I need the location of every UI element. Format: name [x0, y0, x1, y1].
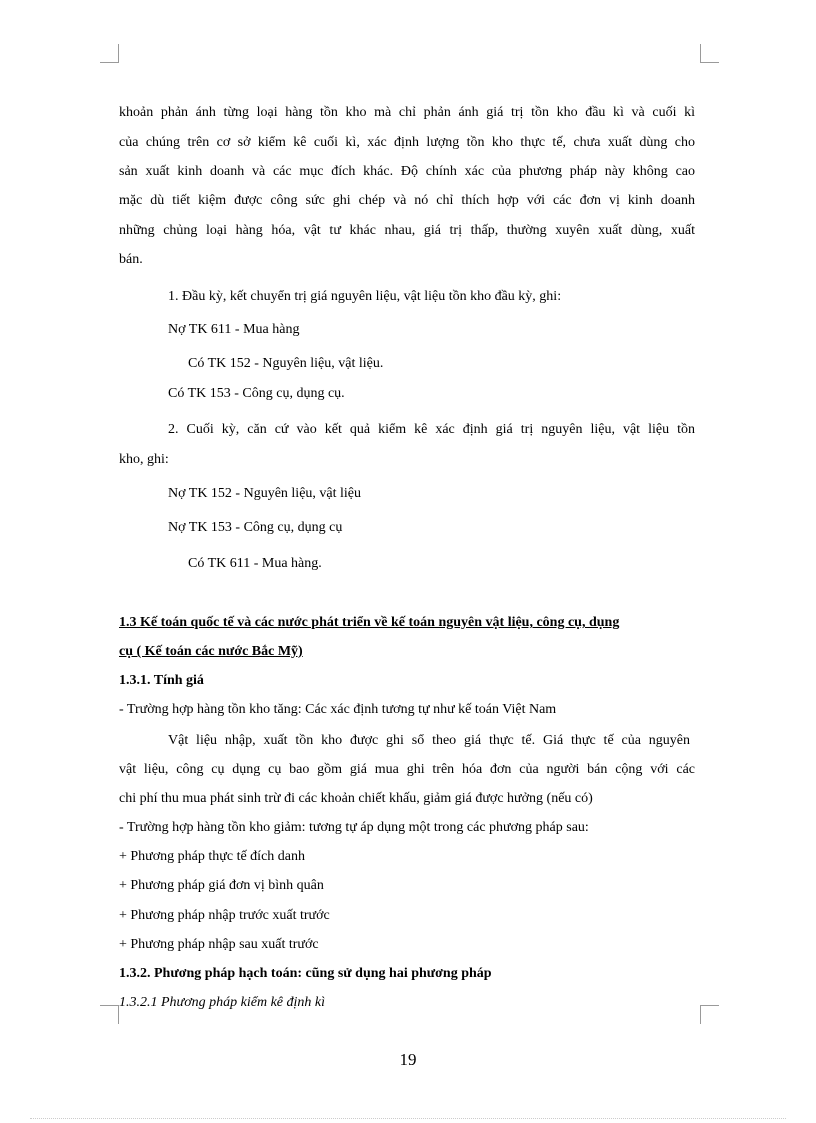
crop-mark-bottom-left: [100, 1005, 119, 1024]
body-line: mặc dù tiết kiệm được công sức ghi chép và nó chỉ thích hợp với các đơn vị kinh doanh: [119, 193, 695, 208]
page-number: 19: [399, 1050, 417, 1069]
entry-step-2-cont: kho, ghi:: [119, 452, 169, 467]
list-item: + Phương pháp thực tế đích danh: [119, 849, 305, 864]
entry-step-2: 2. Cuối kỳ, căn cứ vào kết quả kiểm kê xác định giá trị nguyên liệu, vật liệu tồn: [168, 422, 695, 437]
entry-credit-152: Có TK 152 - Nguyên liệu, vật liệu.: [188, 356, 384, 371]
body-line: những chủng loại hàng hóa, vật tư khác nhau, giá trị thấp, thường xuyên xuất dùng, xuất: [119, 223, 695, 238]
crop-mark-bottom-right: [700, 1005, 719, 1024]
body-line: khoản phản ánh từng loại hàng tồn kho mà chỉ phản ánh giá trị tồn kho đầu kì và cuối kì: [119, 105, 695, 120]
entry-credit-611: Có TK 611 - Mua hàng.: [188, 556, 322, 571]
body-line: - Trường hợp hàng tồn kho giảm: tương tự áp dụng một trong các phương pháp sau:: [119, 820, 589, 835]
body-line: vật liệu, công cụ dụng cụ bao gồm giá mua ghi trên hóa đơn của người bán cộng với các: [119, 762, 695, 777]
section-heading-1-3-cont: cụ ( Kế toán các nước Bắc Mỹ): [119, 644, 303, 659]
list-item: + Phương pháp nhập trước xuất trước: [119, 908, 330, 923]
entry-step-1: 1. Đầu kỳ, kết chuyển trị giá nguyên liệu, vật liệu tồn kho đầu kỳ, ghi:: [168, 289, 562, 304]
body-line: bán.: [119, 252, 143, 267]
page-bottom-divider: [30, 1118, 786, 1119]
crop-mark-top-left: [100, 44, 119, 63]
body-line: sản xuất kinh doanh và các mục đích khác. Độ chính xác của phương pháp này không cao: [119, 164, 695, 179]
body-line: - Trường hợp hàng tồn kho tăng: Các xác định tương tự như kế toán Việt Nam: [119, 702, 557, 717]
list-item: + Phương pháp nhập sau xuất trước: [119, 937, 319, 952]
body-line: Vật liệu nhập, xuất tồn kho được ghi sổ theo giá thực tế. Giá thực tế của nguyên: [168, 733, 690, 748]
list-item: + Phương pháp giá đơn vị bình quân: [119, 878, 324, 893]
entry-credit-153: Có TK 153 - Công cụ, dụng cụ.: [168, 386, 345, 401]
entry-debit-611: Nợ TK 611 - Mua hàng: [168, 322, 300, 337]
section-heading-1-3: 1.3 Kế toán quốc tế và các nước phát triển về kế toán nguyên vật liệu, công cụ, dụng: [119, 615, 620, 630]
subsection-heading-1-3-1: 1.3.1. Tính giá: [119, 673, 204, 688]
body-line: của chúng trên cơ sở kiểm kê cuối kì, xác định lượng tồn kho thực tế, chưa xuất dùng cho: [119, 135, 695, 150]
entry-debit-153: Nợ TK 153 - Công cụ, dụng cụ: [168, 520, 343, 535]
body-line: chi phí thu mua phát sinh trừ đi các khoản chiết khấu, giảm giá được hưởng (nếu có): [119, 791, 593, 806]
subsection-heading-1-3-2-1: 1.3.2.1 Phương pháp kiểm kê định kì: [119, 995, 326, 1010]
entry-debit-152: Nợ TK 152 - Nguyên liệu, vật liệu: [168, 486, 361, 501]
crop-mark-top-right: [700, 44, 719, 63]
subsection-heading-1-3-2: 1.3.2. Phương pháp hạch toán: cũng sử dụng hai phương pháp: [119, 966, 492, 981]
